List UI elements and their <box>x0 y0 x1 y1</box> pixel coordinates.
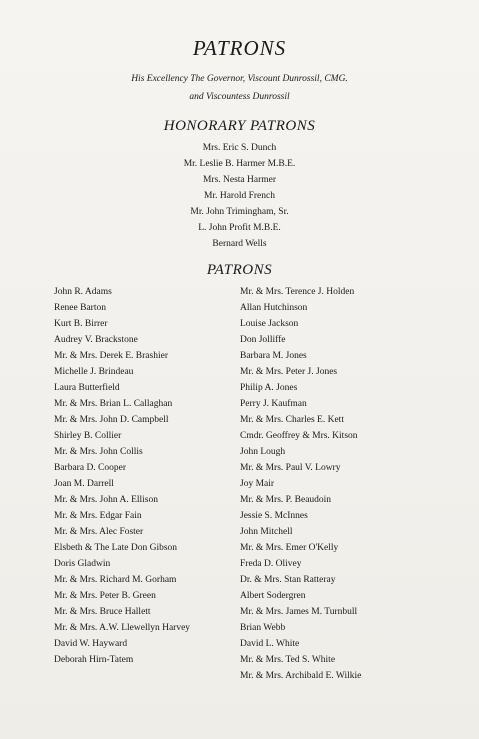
patrons-left-column <box>54 284 234 668</box>
honorary-patron-name: L. John Profit M.B.E. <box>198 223 281 233</box>
page-title: PATRONS <box>192 36 287 60</box>
patron-name: Mr. & Mrs. P. Beaudoin <box>240 495 332 505</box>
patron-name: Elsbeth & The Late Don Gibson <box>54 543 178 553</box>
patron-name: Barbara M. Jones <box>240 351 307 361</box>
patron-name: Mr. & Mrs. Paul V. Lowry <box>240 463 341 473</box>
patron-name: Mr. & Mrs. A.W. Llewellyn Harvey <box>54 623 191 633</box>
patron-name: Audrey V. Brackstone <box>54 335 138 345</box>
patron-name: Cmdr. Geoffrey & Mrs. Kitson <box>240 431 358 441</box>
honorary-patron-name: Mr. John Trimingham, Sr. <box>190 207 289 217</box>
patron-name: Brian Webb <box>240 623 286 633</box>
patron-name: John Lough <box>240 447 286 457</box>
patron-name: Joan M. Darrell <box>54 479 114 489</box>
patron-name: Mr. & Mrs. Archibald E. Wilkie <box>240 671 362 681</box>
patron-name: Mr. & Mrs. Richard M. Gorham <box>54 575 177 585</box>
patron-name: Dr. & Mrs. Stan Ratteray <box>240 575 336 585</box>
patron-name: Doris Gladwin <box>54 559 111 569</box>
patron-name: Mr. & Mrs. James M. Turnbull <box>240 607 358 617</box>
patron-name: David L. White <box>240 639 300 649</box>
patron-name: Mr. & Mrs. Ted S. White <box>240 655 336 665</box>
patron-name: Mr. & Mrs. Terence J. Holden <box>240 287 355 297</box>
honorary-patron-name: Mr. Harold French <box>204 191 275 201</box>
honorary-patron-name: Bernard Wells <box>212 239 267 249</box>
patron-name: Mr. & Mrs. Derek E. Brashier <box>54 351 168 361</box>
patron-name: Don Jolliffe <box>240 335 286 345</box>
patron-name: Michelle J. Brindeau <box>54 367 134 377</box>
viscountess-line: and Viscountess Dunrossil <box>189 92 290 102</box>
patron-name: Laura Butterfield <box>54 383 120 393</box>
honorary-patron-name: Mrs. Nesta Harmer <box>202 175 277 185</box>
patron-name: Shirley B. Collier <box>54 431 122 441</box>
patron-name: Barbara D. Cooper <box>54 463 127 473</box>
patron-name: Renee Barton <box>54 303 106 313</box>
patron-name: Mr. & Mrs. John D. Campbell <box>54 415 169 425</box>
patrons-right-column <box>240 284 440 684</box>
patrons-heading: PATRONS <box>206 262 273 278</box>
patron-name: Mr. & Mrs. Brian L. Callaghan <box>54 399 173 409</box>
patron-name: Mr. & Mrs. Peter B. Green <box>54 591 156 601</box>
patron-name: Mr. & Mrs. Charles E. Kett <box>240 415 344 425</box>
patron-name: Freda D. Olivey <box>240 559 302 569</box>
patron-name: John R. Adams <box>54 287 112 297</box>
patron-name: Louise Jackson <box>240 319 299 329</box>
patron-name: Mr. & Mrs. Edgar Fain <box>54 511 142 521</box>
patron-name: David W. Hayward <box>54 639 128 649</box>
patron-name: Mr. & Mrs. Peter J. Jones <box>240 367 338 377</box>
honorary-patron-name: Mrs. Eric S. Dunch <box>202 143 277 153</box>
honorary-patrons-heading: HONORARY PATRONS <box>163 118 316 134</box>
patron-name: Albert Sodergren <box>240 591 306 601</box>
patron-name: Mr. & Mrs. Bruce Hallett <box>54 607 151 617</box>
patron-name: Mr. & Mrs. John A. Ellison <box>54 495 158 505</box>
patron-name: Jessie S. McInnes <box>240 511 308 521</box>
patron-name: Perry J. Kaufman <box>240 399 307 409</box>
patron-name: Mr. & Mrs. Emer O'Kelly <box>240 543 339 553</box>
patron-name: Mr. & Mrs. Alec Foster <box>54 527 144 537</box>
patron-name: Joy Mair <box>240 479 275 489</box>
patron-name: Allan Hutchinson <box>240 303 308 313</box>
patron-name: Deborah Hirn-Tatem <box>54 655 134 665</box>
patron-name: Kurt B. Birrer <box>54 319 108 329</box>
governor-line: His Excellency The Governor, Viscount Dunrossil, CMG. <box>131 74 348 84</box>
patron-name: John Mitchell <box>240 527 293 537</box>
patron-name: Mr. & Mrs. John Collis <box>54 447 143 457</box>
honorary-patron-name: Mr. Leslie B. Harmer M.B.E. <box>183 159 296 169</box>
honorary-patrons-list <box>0 140 479 252</box>
patron-name: Philip A. Jones <box>240 383 298 393</box>
